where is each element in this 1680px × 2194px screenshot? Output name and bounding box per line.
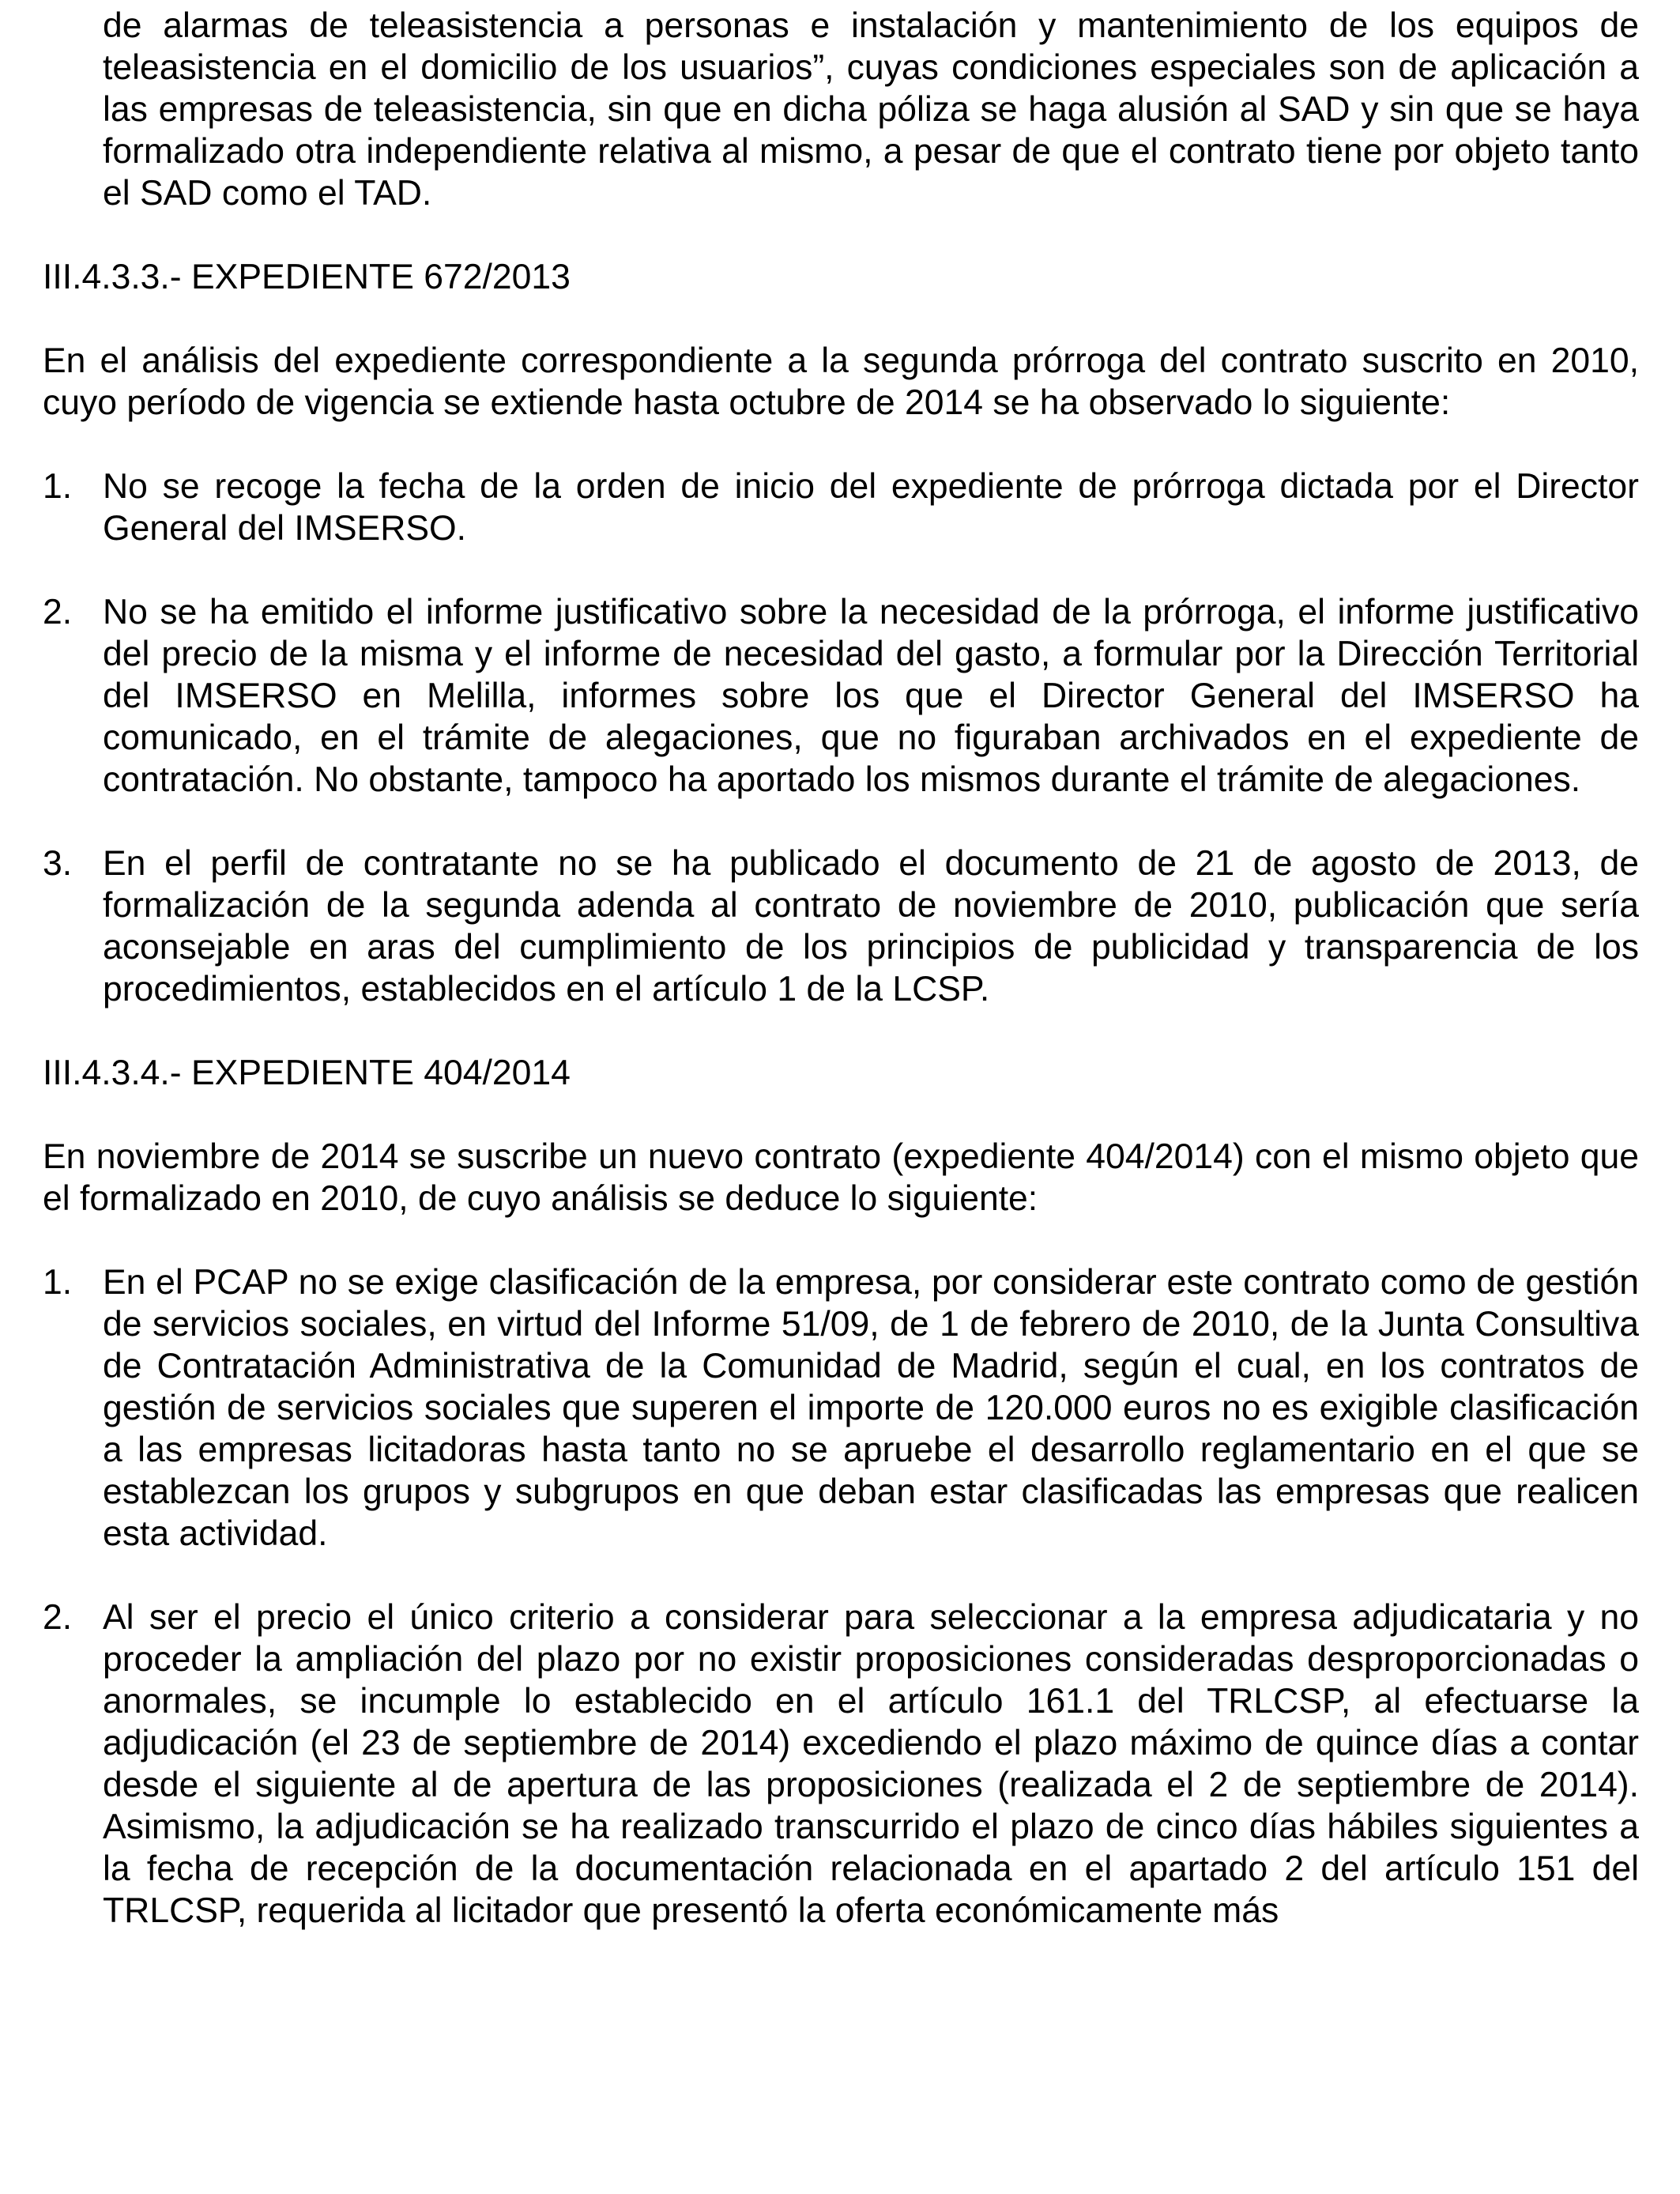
list-item-text: No se recoge la fecha de la orden de inicio del expediente de prórroga dictada por el Director General del IMSERSO. <box>103 467 1639 548</box>
spacer <box>43 1555 1639 1596</box>
spacer <box>43 1220 1639 1261</box>
spacer <box>43 214 1639 256</box>
spacer <box>43 801 1639 843</box>
spacer <box>43 298 1639 340</box>
continuation-paragraph: de alarmas de teleasistencia a personas e instalación y mantenimiento de los equipos de teleasistencia en el domicilio de los usuarios”, cuyas condiciones especiales son de aplicación a las empresas de teleasistencia, sin que en dicha póliza se haga alusión al SAD y sin que se haya formalizado otra independiente relativa al mismo, a pesar de que el contrato tiene por objeto tanto el SAD como el TAD. <box>103 6 1639 213</box>
list-item-number: 1. <box>43 1263 73 1302</box>
spacer <box>43 1094 1639 1136</box>
section-intro-672-2013: En el análisis del expediente correspondiente a la segunda prórroga del contrato suscrito en 2010, cuyo período de vigencia se extiende hasta octubre de 2014 se ha observado lo siguiente: <box>43 341 1639 422</box>
spacer <box>43 424 1639 466</box>
list-item <box>43 843 1639 1010</box>
list-item-text: En el perfil de contratante no se ha publicado el documento de 21 de agosto de 2013, de formalización de la segunda adenda al contrato de noviembre de 2010, publicación que sería aconsejable en aras del cumplimiento de los principios de publicidad y transparencia de los procedimientos, establecidos en el artículo 1 de la LCSP. <box>103 844 1639 1008</box>
section-heading-404-2014: III.4.3.4.- EXPEDIENTE 404/2014 <box>43 1054 571 1092</box>
list-item-number: 2. <box>43 593 73 631</box>
list-item-number: 3. <box>43 844 73 883</box>
spacer <box>43 1010 1639 1052</box>
section-intro-404-2014: En noviembre de 2014 se suscribe un nuevo contrato (expediente 404/2014) con el mismo objeto que el formalizado en 2010, de cuyo análisis se deduce lo siguiente: <box>43 1137 1639 1218</box>
list-item-number: 1. <box>43 467 73 506</box>
list-item <box>43 1596 1639 1932</box>
list-item-text: En el PCAP no se exige clasificación de la empresa, por considerar este contrato como de gestión de servicios sociales, en virtud del Informe 51/09, de 1 de febrero de 2010, de la Junta Consultiva de Contratación Administrativa de la Comunidad de Madrid, según el cual, en los contratos de gestión de servicios sociales que superen el importe de 120.000 euros no es exigible clasificación a las empresas licitadoras hasta tanto no se apruebe el desarrollo reglamentario en el que se establezcan los grupos y subgrupos en que deban estar clasificadas las empresas que realicen esta actividad. <box>103 1263 1639 1553</box>
spacer <box>43 549 1639 591</box>
list-item-number: 2. <box>43 1598 73 1637</box>
section-heading-672-2013: III.4.3.3.- EXPEDIENTE 672/2013 <box>43 258 571 296</box>
list-item-text: Al ser el precio el único criterio a considerar para seleccionar a la empresa adjudicataria y no proceder la ampliación del plazo por no existir proposiciones consideradas desproporcionadas o anormales, se incumple lo establecido en el artículo 161.1 del TRLCSP, al efectuarse la adjudicación (el 23 de septiembre de 2014) excediendo el plazo máximo de quince días a contar desde el siguiente al de apertura de las proposiciones (realizada el 2 de septiembre de 2014). Asimismo, la adjudicación se ha realizado transcurrido el plazo de cinco días hábiles siguientes a la fecha de recepción de la documentación relacionada en el apartado 2 del artículo 151 del TRLCSP, requerida al licitador que presentó la oferta económicamente más <box>103 1598 1639 1930</box>
list-item <box>43 1261 1639 1555</box>
document-page <box>43 5 1639 1932</box>
list-item <box>43 591 1639 801</box>
list-item-text: No se ha emitido el informe justificativo sobre la necesidad de la prórroga, el informe justificativo del precio de la misma y el informe de necesidad del gasto, a formular por la Dirección Territorial del IMSERSO en Melilla, informes sobre los que el Director General del IMSERSO ha comunicado, en el trámite de alegaciones, que no figuraban archivados en el expediente de contratación. No obstante, tampoco ha aportado los mismos durante el trámite de alegaciones. <box>103 593 1639 799</box>
list-item <box>43 466 1639 549</box>
